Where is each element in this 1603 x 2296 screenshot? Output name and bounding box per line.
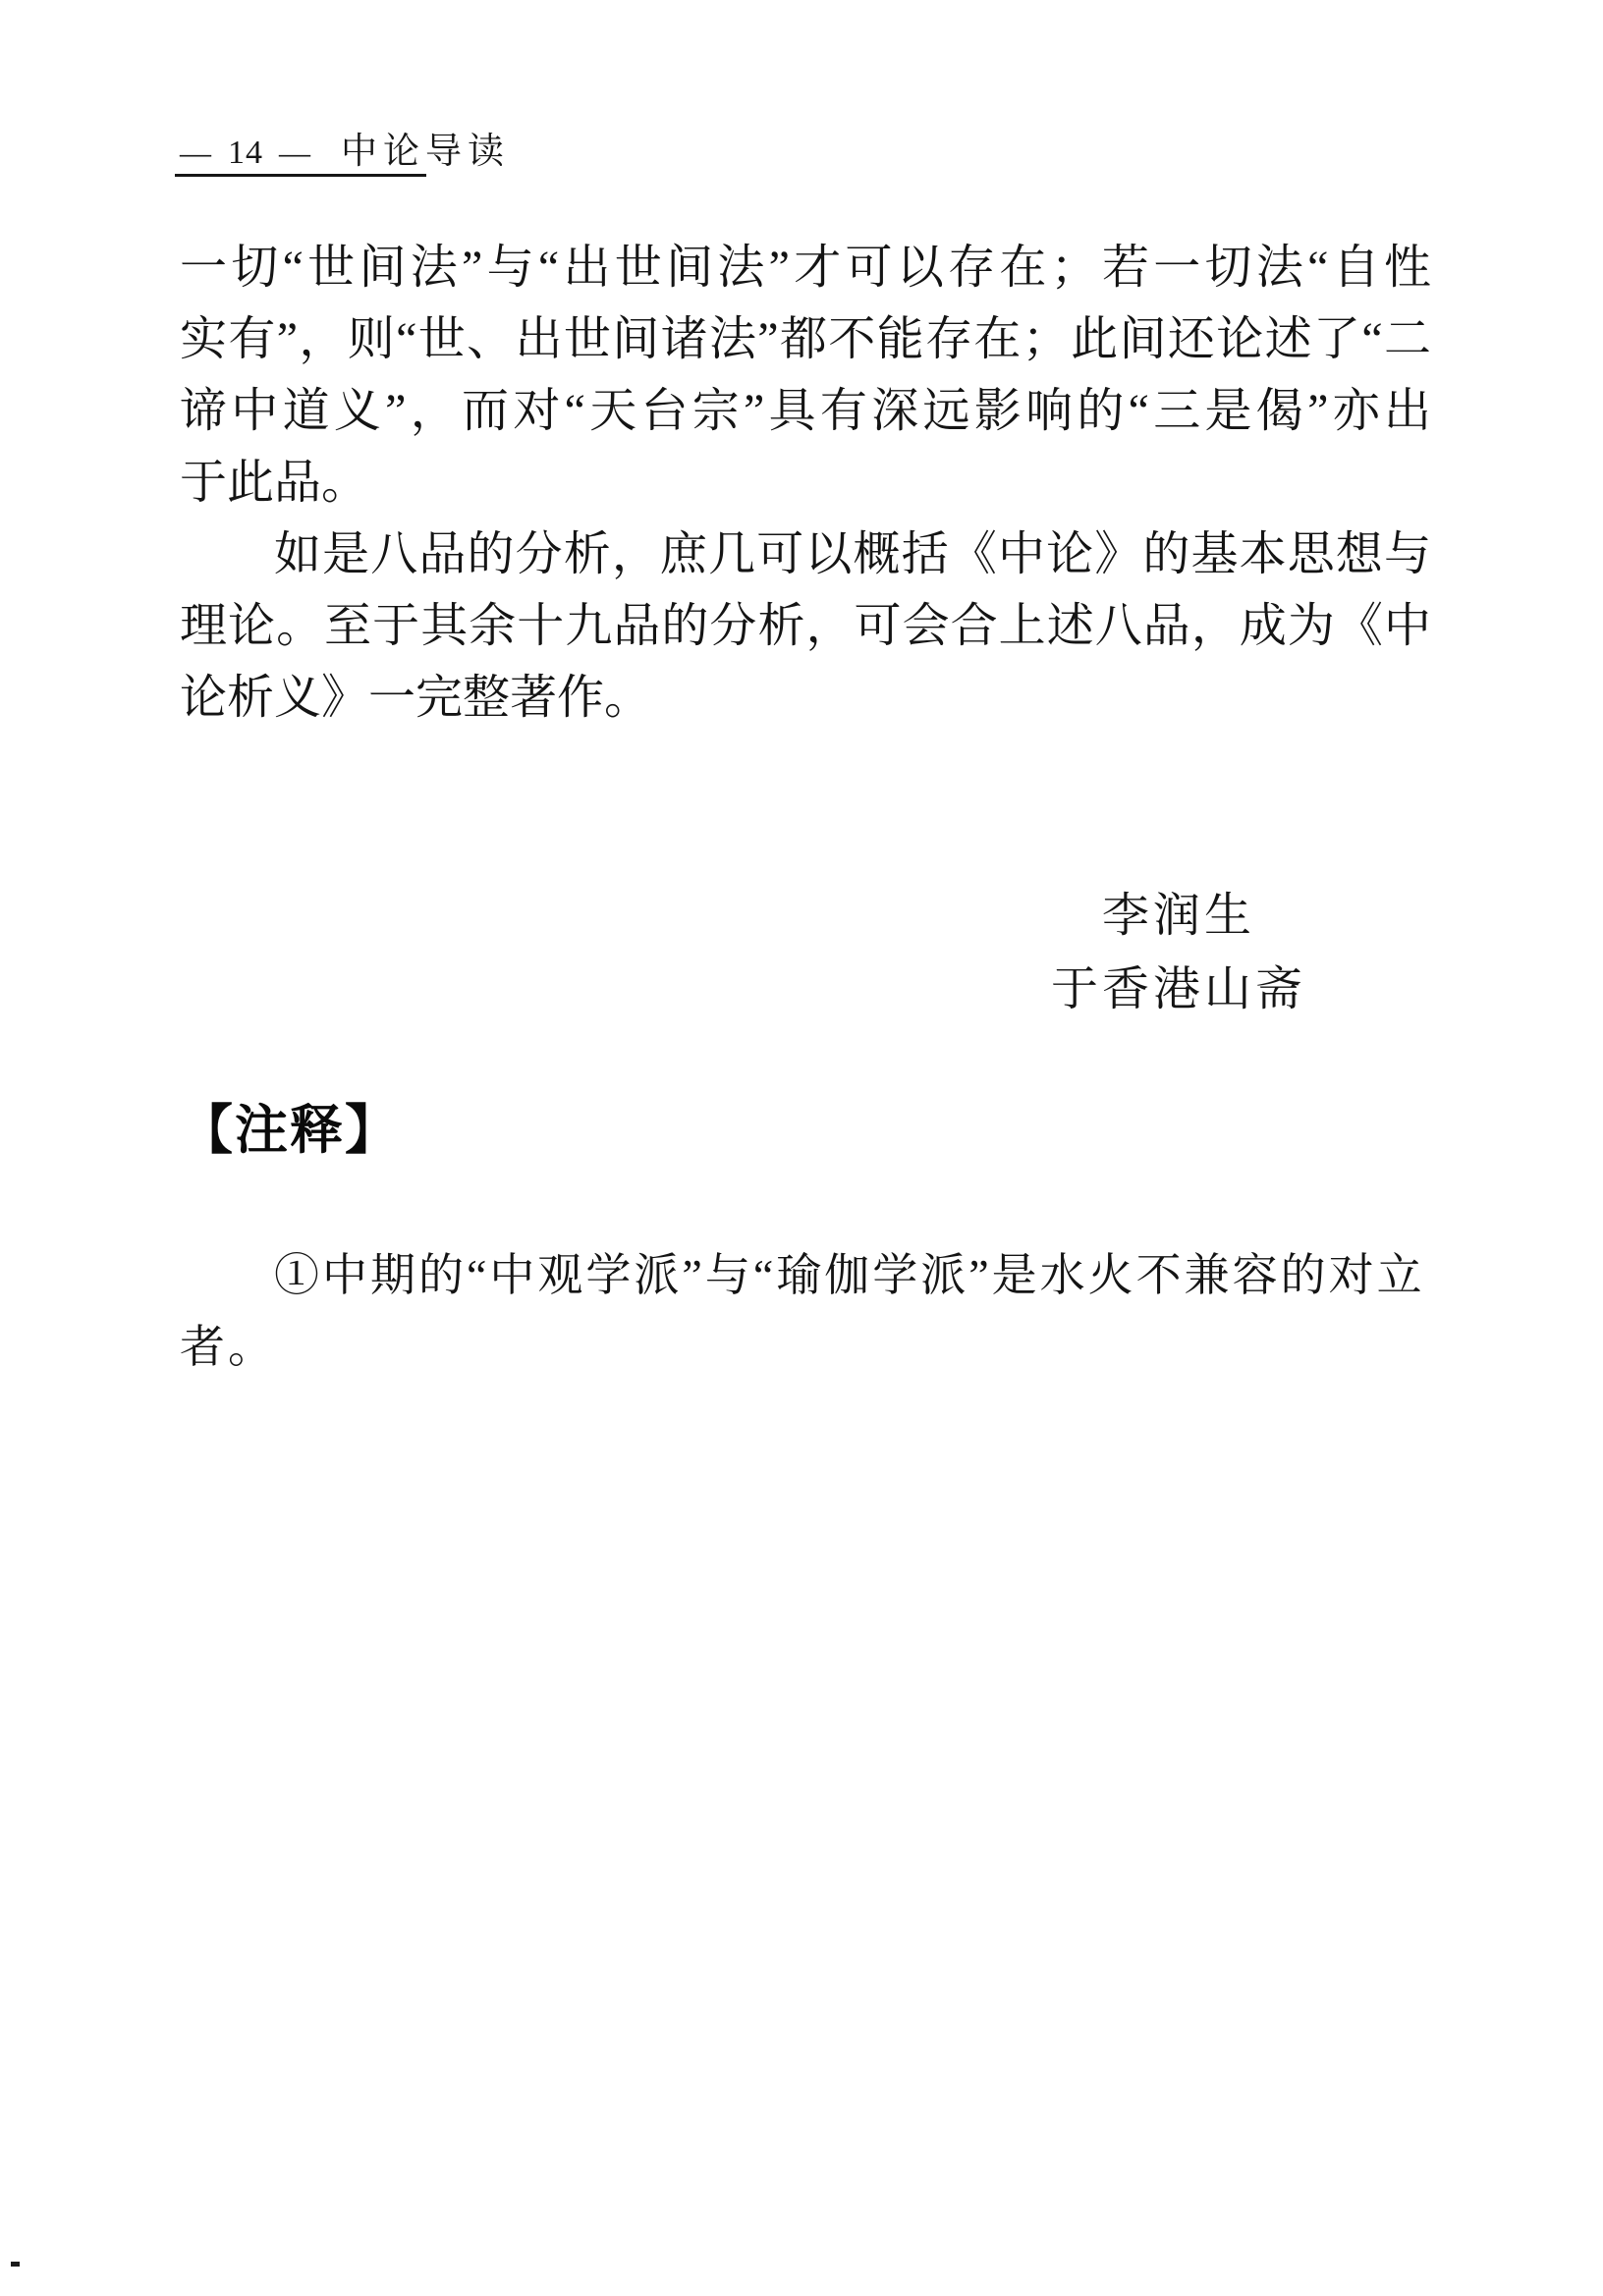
paragraph-1-line-1: 一切“世间法”与“出世间法”才可以存在；若一切法“自性	[180, 242, 1431, 294]
author-signature	[933, 879, 1424, 1026]
author-location: 于香港山斋	[1050, 963, 1306, 1015]
scan-artifact-speck	[11, 2262, 20, 2267]
paragraph-2-line-2: 理论。至于其余十九品的分析，可会合上述八品，成为《中	[180, 600, 1431, 652]
header-dash-right: —	[279, 135, 311, 170]
footnote-1	[180, 1239, 1431, 1383]
paragraph-1-line-4: 于此品。	[180, 457, 369, 509]
author-name: 李润生	[1101, 890, 1255, 942]
header-dash-left: —	[180, 135, 212, 170]
footnote-1-line-1: ①中期的“中观学派”与“瑜伽学派”是水火不兼容的对立	[274, 1250, 1425, 1300]
header-underline	[175, 174, 426, 177]
notes-section-title: 【注释】	[180, 1101, 400, 1160]
book-title: 中论导读	[341, 132, 510, 172]
paragraph-2-line-1: 如是八品的分析，庶几可以概括《中论》的基本思想与	[274, 528, 1431, 580]
page-number: 14	[228, 135, 263, 171]
paragraph-1-line-3: 谛中道义”，而对“天台宗”具有深远影响的“三是偈”亦出	[180, 385, 1431, 437]
footnote-1-line-2: 者。	[180, 1322, 276, 1372]
running-head	[180, 132, 510, 174]
body-text	[180, 232, 1431, 734]
paragraph-1-line-2: 实有”，则“世、出世间诸法”都不能存在；此间还论述了“二	[180, 313, 1431, 365]
paragraph-2-line-3: 论析义》一完整著作。	[180, 672, 652, 724]
